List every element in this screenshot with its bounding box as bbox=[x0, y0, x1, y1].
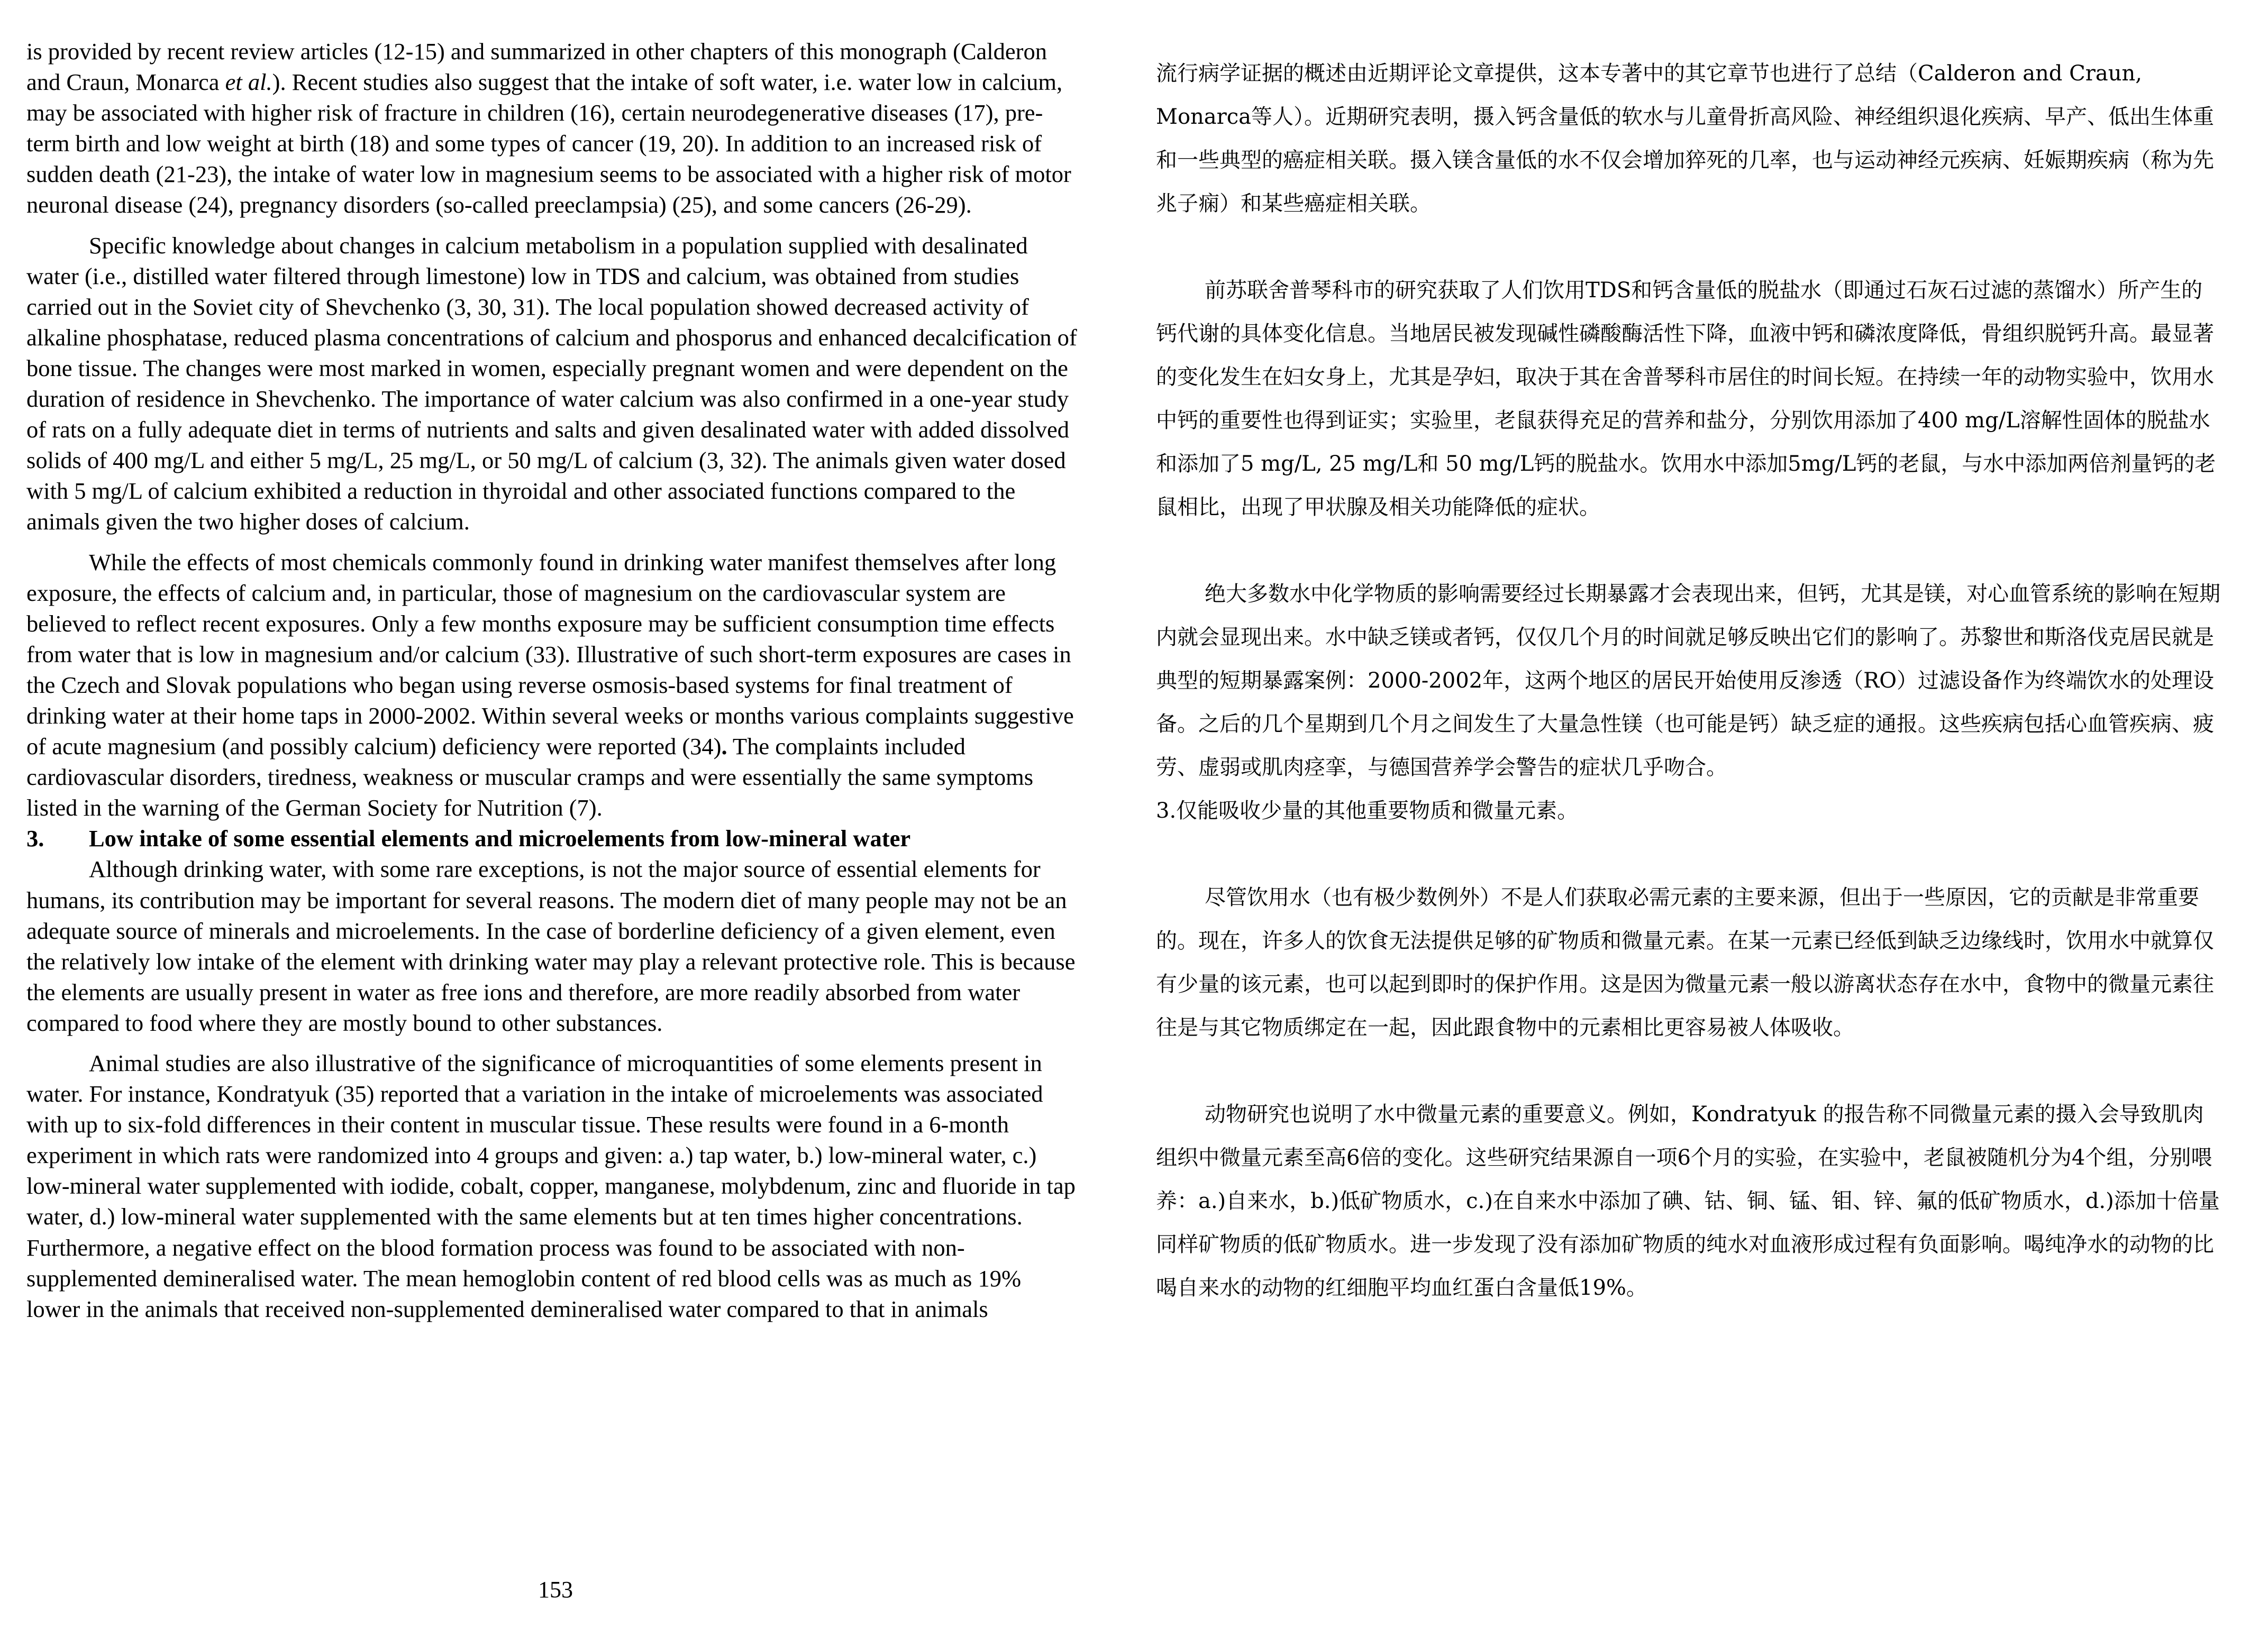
en-paragraph-2: Specific knowledge about changes in calcium metabolism in a population supplied with desalinated water (i.e., distilled water filtered through limestone) low in TDS and calcium, was obtained from studies carried out in the Soviet city of Shevchenko (3, 30, 31). The local population showed decreased activity of alkaline phosphatase, reduced plasma concentrations of calcium and phosporus and enhanced decalcification of bone tissue. The changes were most marked in women, especially pregnant women and were dependent on the duration of residence in Shevchenko. The importance of water calcium was also confirmed in a one-year study of rats on a fully adequate diet in terms of nutrients and salts and given desalinated water with added dissolved solids of 400 mg/L and either 5 mg/L, 25 mg/L, or 50 mg/L of calcium (3, 32). The animals given water dosed with 5 mg/L of calcium exhibited a reduction in thyroidal and other associated functions compared to the animals given the two higher doses of calcium. bbox=[26, 232, 1077, 535]
en-paragraph-1-italic: et al. bbox=[225, 69, 272, 96]
en-paragraph-3 bbox=[26, 547, 1079, 823]
zh-section-heading: 3.仅能吸收少量的其他重要物质和微量元素。 bbox=[1156, 799, 1579, 823]
en-section-heading bbox=[26, 823, 1079, 854]
zh-paragraph-3: 绝大多数水中化学物质的影响需要经过长期暴露才会表现出来，但钙，尤其是镁，对心血管系统的影响在短期内就会显现出来。水中缺乏镁或者钙，仅仅几个月的时间就足够反映出它们的影响了。苏黎世和斯洛伐克居民就是典型的短期暴露案例：2000-2002年，这两个地区的居民开始使用反渗透（RO）过滤设备作为终端饮水的处理设备。之后的几个星期到几个月之间发生了大量急性镁（也可能是钙）缺乏症的通报。这些疾病包括心血管疾病、疲劳、虚弱或肌肉痉挛，与德国营养学会警告的症状几乎吻合。 bbox=[1156, 582, 2220, 780]
chinese-column bbox=[1156, 52, 2222, 1310]
en-paragraph-3-bold: . bbox=[721, 733, 727, 760]
zh-paragraph-4: 尽管饮用水（也有极少数例外）不是人们获取必需元素的主要来源，但出于一些原因，它的贡献是非常重要的。现在，许多人的饮食无法提供足够的矿物质和微量元素。在某一元素已经低到缺乏边缘线时，饮用水中就算仅有少量的该元素，也可以起到即时的保护作用。这是因为微量元素一般以游离状态存在水中，食物中的微量元素往往是与其它物质绑定在一起，因此跟食物中的元素相比更容易被人体吸收。 bbox=[1156, 885, 2214, 1040]
en-paragraph-3-text: While the effects of most chemicals commonly found in drinking water manifest themselves after long exposure, the effects of calcium and, in particular, those of magnesium on the cardiovascular system are believed to reflect recent exposures. Only a few months exposure may be sufficient consumption time effects from water that is low in magnesium and/or calcium (33). Illustrative of such short-term exposures are cases in the Czech and Slovak populations who began using reverse osmosis-based systems for final treatment of drinking water at their home taps in 2000-2002. Within several weeks or months various complaints suggestive of acute magnesium (and possibly calcium) deficiency were reported (34) bbox=[26, 548, 1074, 760]
zh-paragraph-2: 前苏联舍普琴科市的研究获取了人们饮用TDS和钙含量低的脱盐水（即通过石灰石过滤的蒸馏水）所产生的钙代谢的具体变化信息。当地居民被发现碱性磷酸酶活性下降，血液中钙和磷浓度降低，骨组织脱钙升高。最显著的变化发生在妇女身上，尤其是孕妇，取决于其在舍普琴科市居住的时间长短。在持续一年的动物实验中，饮用水中钙的重要性也得到证实；实验里，老鼠获得充足的营养和盐分，分别饮用添加了400 mg/L溶解性固体的脱盐水和添加了5 mg/L, 25 mg/L和 50 mg/L钙的脱盐水。饮用水中添加5mg/L钙的老鼠，与水中添加两倍剂量钙的老鼠相比，出现了甲状腺及相关功能降低的症状。 bbox=[1156, 278, 2216, 519]
en-paragraph-1-tail: ). Recent studies also suggest that the intake of soft water, i.e. water low in calcium, may be associated with higher risk of fracture in children (16), certain neurodegenerative diseases (17), pre-term birth and low weight at birth (18) and some types of cancer (19, 20). In addition to an increased risk of sudden death (21-23), the intake of water low in magnesium seems to be associated with a higher risk of motor neuronal disease (24), pregnancy disorders (so-called preeclampsia) (25), and some cancers (26-29). bbox=[26, 69, 1071, 218]
zh-paragraph-5: 动物研究也说明了水中微量元素的重要意义。例如，Kondratyuk 的报告称不同微量元素的摄入会导致肌肉组织中微量元素至高6倍的变化。这些研究结果源自一项6个月的实验，在实验中，老鼠被随机分为4个组，分别喂养：a.)自来水，b.)低矿物质水，c.)在自来水中添加了碘、钴、铜、锰、钼、锌、氟的低矿物质水，d.)添加十倍量同样矿物质的低矿物质水。进一步发现了没有添加矿物质的纯水对血液形成过程有负面影响。喝纯净水的动物的比喝自来水的动物的红细胞平均血红蛋白含量低19%。 bbox=[1156, 1102, 2220, 1300]
en-section-number: 3. bbox=[26, 825, 44, 852]
en-paragraph-4: Although drinking water, with some rare exceptions, is not the major source of essential elements for humans, its contribution may be important for several reasons. The modern diet of many people may not be an adequate source of minerals and microelements. In the case of borderline deficiency of a given element, even the relatively low intake of the element with drinking water may play a relevant protective role. This is because the elements are usually present in water as free ions and therefore, are more readily absorbed from water compared to food where they are mostly bound to other substances. bbox=[26, 856, 1076, 1036]
en-paragraph-1-text: is provided by recent review articles (12-15) and summarized in other chapters of this monograph (Calderon and Craun, Monarca bbox=[26, 38, 1047, 96]
page-number: 153 bbox=[538, 1577, 573, 1603]
english-column bbox=[26, 36, 1079, 1324]
en-paragraph-1 bbox=[26, 36, 1079, 221]
en-paragraph-3-tail: The complaints included cardiovascular disorders, tiredness, weakness or muscular cramps and were essentially the same symptoms listed in the warning of the German Society for Nutrition (7). bbox=[26, 733, 1034, 821]
en-section-title: Low intake of some essential elements and microelements from low-mineral water bbox=[89, 825, 911, 852]
en-paragraph-5: Animal studies are also illustrative of the significance of microquantities of some elements present in water. For instance, Kondratyuk (35) reported that a variation in the intake of microelements was associated with up to six-fold differences in their content in muscular tissue. These results were found in a 6-month experiment in which rats were randomized into 4 groups and given: a.) tap water, b.) low-mineral water, c.) low-mineral water supplemented with iodide, cobalt, copper, manganese, molybdenum, zinc and fluoride in tap water, d.) low-mineral water supplemented with the same elements but at ten times higher concentrations. Furthermore, a negative effect on the blood formation process was found to be associated with non-supplemented demineralised water. The mean hemoglobin content of red blood cells was as much as 19% lower in the animals that received non-supplemented demineralised water compared to that in animals bbox=[26, 1050, 1076, 1322]
zh-paragraph-1: 流行病学证据的概述由近期评论文章提供，这本专著中的其它章节也进行了总结（Calderon and Craun, Monarca等人）。近期研究表明，摄入钙含量低的软水与儿童骨折高风险、神经组织退化疾病、早产、低出生体重和一些典型的癌症相关联。摄入镁含量低的水不仅会增加猝死的几率，也与运动神经元疾病、妊娠期疾病（称为先兆子痫）和某些癌症相关联。 bbox=[1156, 61, 2215, 216]
